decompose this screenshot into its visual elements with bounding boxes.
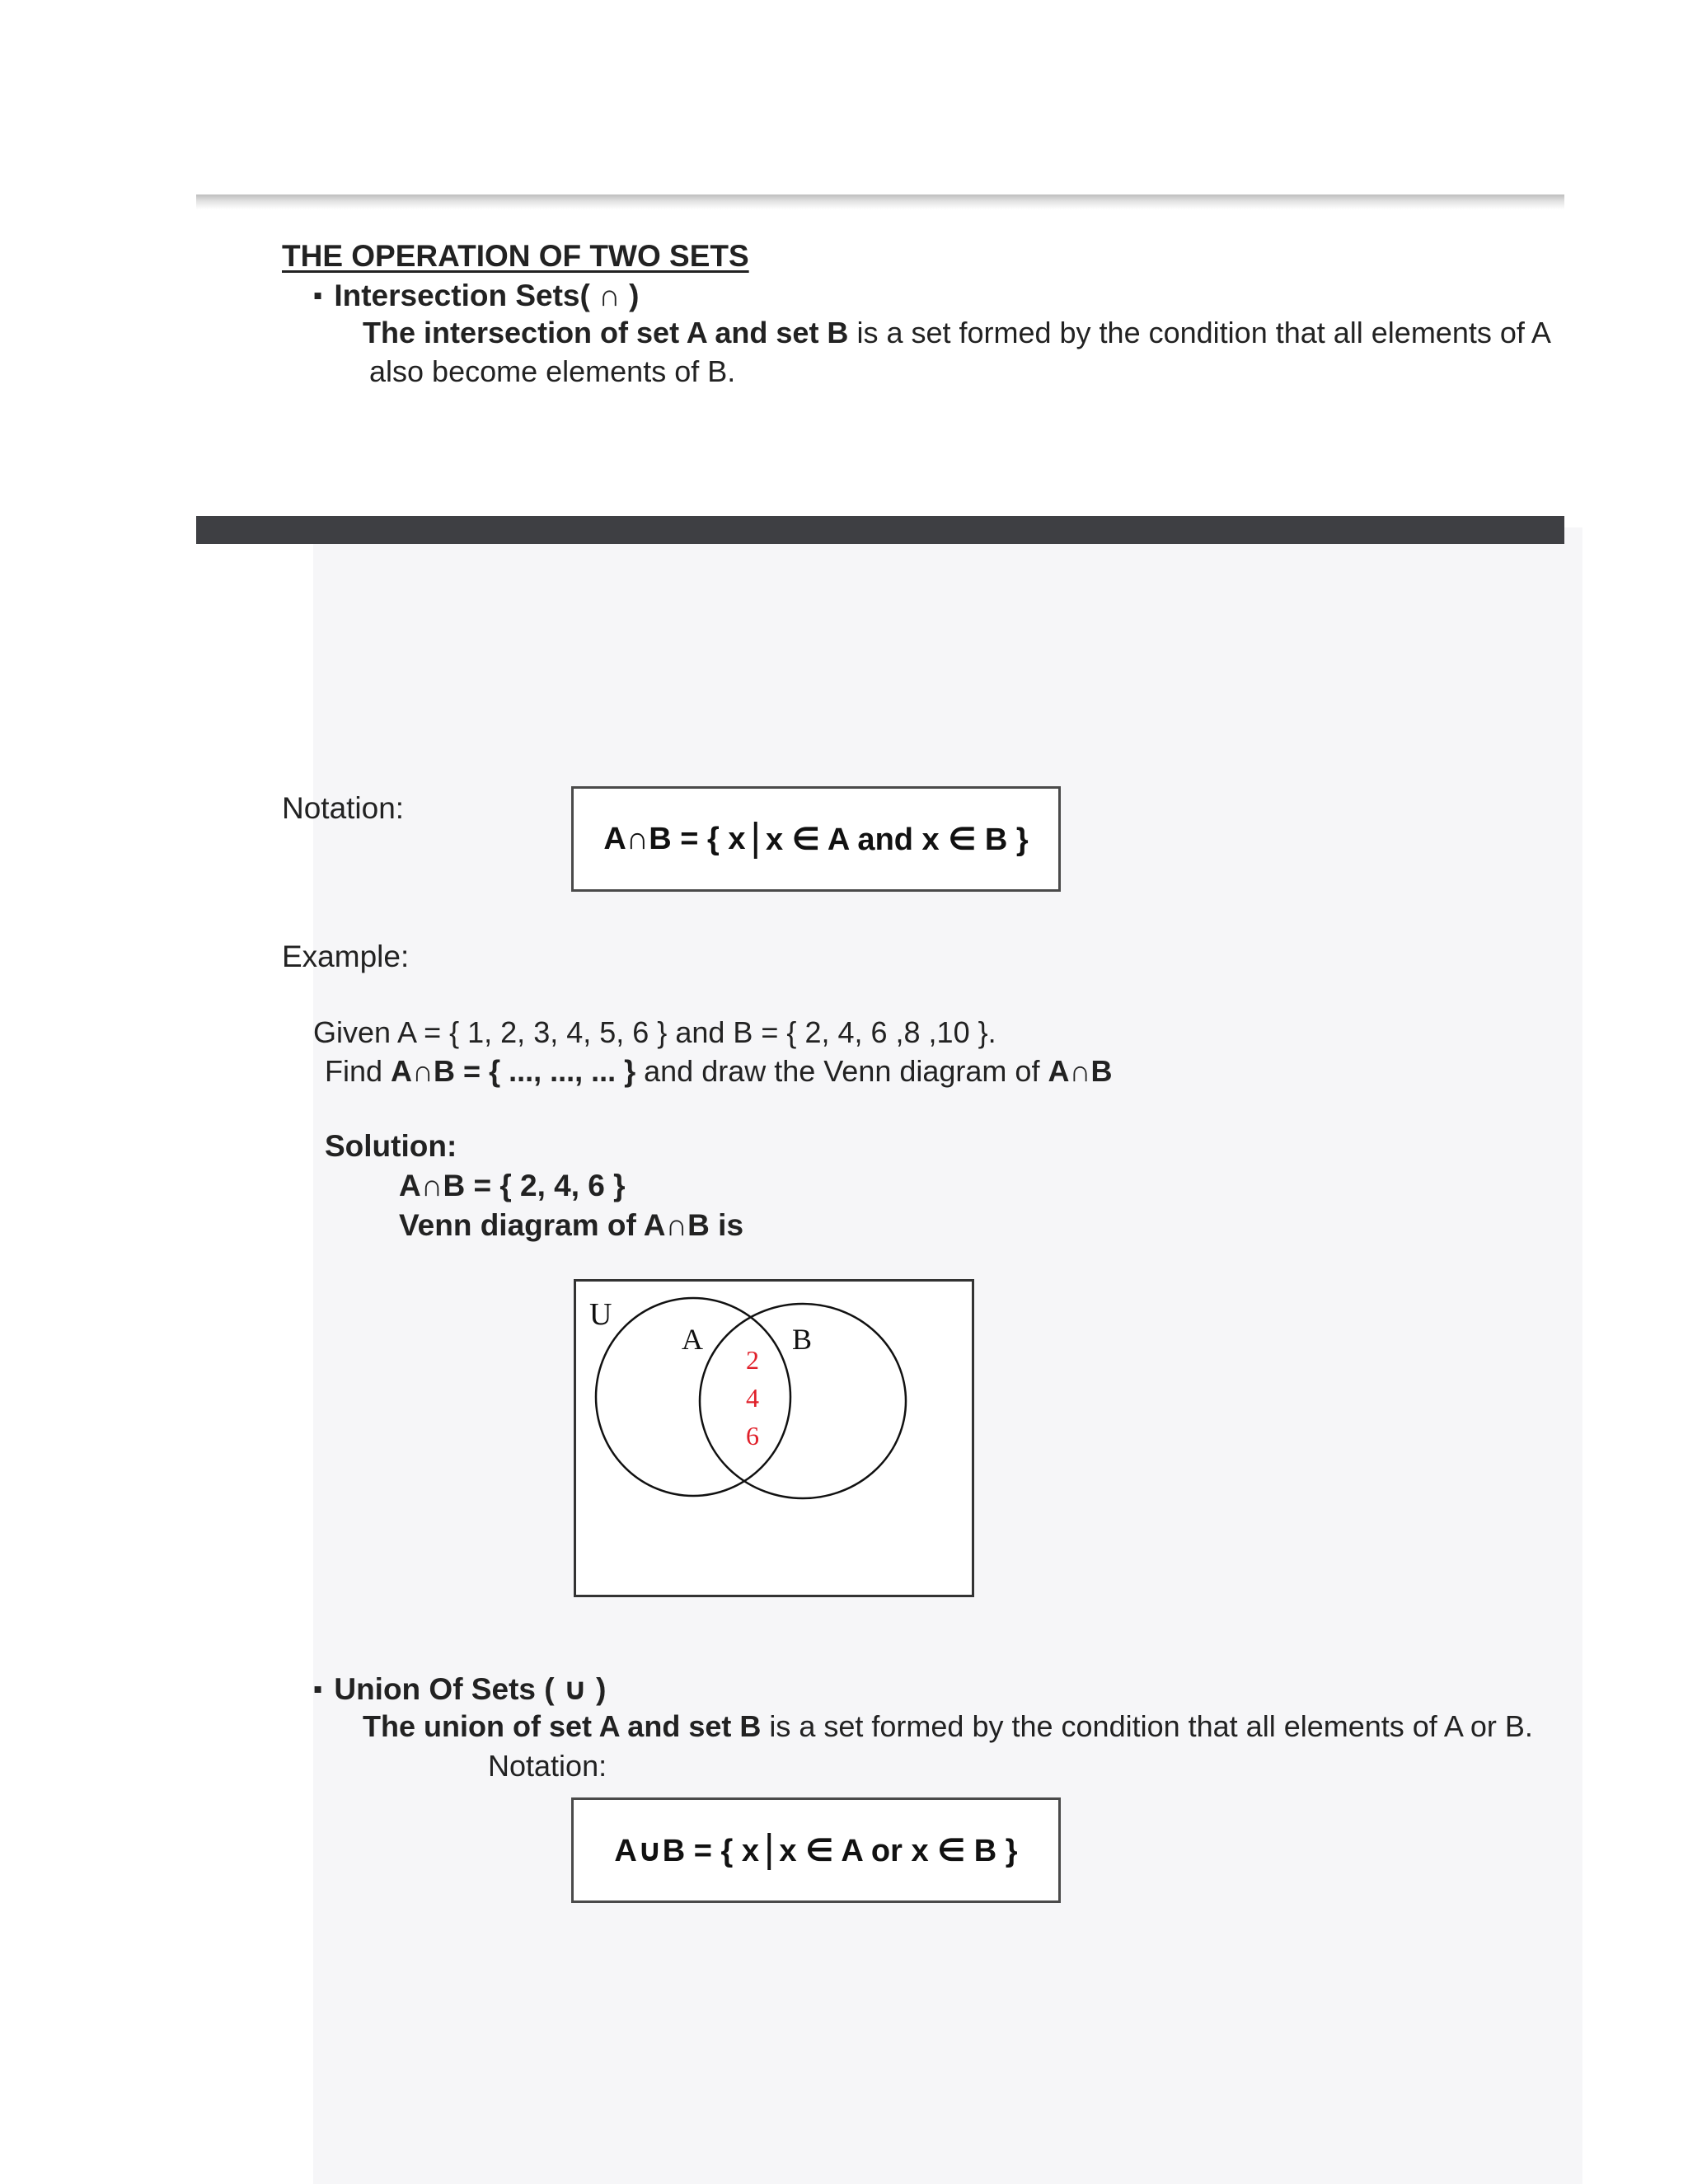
union-notation-label: Notation: <box>488 1749 607 1783</box>
top-divider <box>196 194 1564 209</box>
union-definition: The union of set A and set B is a set formed by the condition that all elements of A or B. <box>363 1709 1533 1743</box>
venn-element: 4 <box>746 1383 759 1413</box>
universe-label: U <box>589 1297 612 1332</box>
example-label: Example: <box>282 940 410 973</box>
venn-element: 6 <box>746 1421 759 1451</box>
venn-element: 2 <box>746 1345 759 1375</box>
venn-diagram <box>574 1279 974 1597</box>
solution-label: Solution: <box>325 1129 457 1163</box>
venn-diagram-svg <box>576 1282 972 1595</box>
bullet-icon: ▪ <box>313 1674 323 1704</box>
intersection-definition-line2: also become elements of B. <box>369 354 736 388</box>
page-title: THE OPERATION OF TWO SETS <box>282 239 749 273</box>
example-given: Given A = { 1, 2, 3, 4, 5, 6 } and B = { 2, 4, 6 ,8 ,10 }. <box>313 1015 996 1049</box>
union-heading: ▪ Union Of Sets ( ∪ ) <box>313 1672 607 1706</box>
intersection-notation-label: Notation: <box>282 791 405 825</box>
intersection-formula-box: A∩B = { x | x ∈ A and x ∈ B } <box>571 786 1061 892</box>
example-find: Find A∩B = { ..., ..., ... } and draw the Venn diagram of A∩B <box>325 1054 1113 1088</box>
set-b-label: B <box>792 1323 813 1356</box>
dark-divider-bar <box>196 516 1564 544</box>
solution-answer: A∩B = { 2, 4, 6 } <box>399 1169 626 1202</box>
bullet-icon: ▪ <box>313 280 323 310</box>
intersection-definition: The intersection of set A and set B is a set formed by the condition that all elements of A <box>363 316 1551 349</box>
set-a-label: A <box>682 1323 703 1356</box>
intersection-heading: ▪ Intersection Sets( ∩ ) <box>313 279 640 312</box>
venn-caption: Venn diagram of A∩B is <box>399 1208 744 1242</box>
union-formula-box: A∪B = { x | x ∈ A or x ∈ B } <box>571 1797 1061 1903</box>
